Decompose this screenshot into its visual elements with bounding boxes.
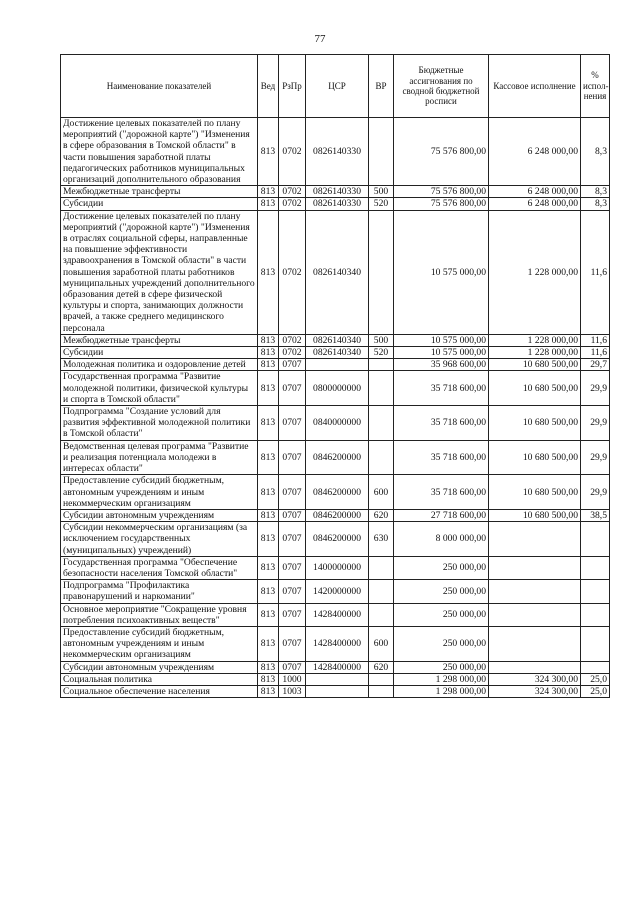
cell-assign: 250 000,00 [394,626,489,661]
cell-ved: 813 [258,371,279,406]
cell-vr: 500 [369,186,394,198]
cell-ved: 813 [258,509,279,521]
table-row [61,210,610,334]
table-row [61,347,610,359]
cell-assign: 35 718 600,00 [394,406,489,441]
cell-assign: 35 968 600,00 [394,359,489,371]
cell-cash: 324 300,00 [489,685,581,697]
cell-cash: 10 680 500,00 [489,406,581,441]
cell-csr: 1428400000 [306,603,369,626]
cell-csr: 1400000000 [306,556,369,579]
cell-cash: 10 680 500,00 [489,440,581,475]
cell-cash: 6 248 000,00 [489,186,581,198]
cell-pct: 38,5 [581,509,610,521]
cell-pct: 11,6 [581,210,610,334]
cell-cash [489,580,581,603]
table-header-row [61,55,610,118]
header-rzpr: РзПр [279,55,306,118]
cell-cash: 10 680 500,00 [489,509,581,521]
cell-cash: 6 248 000,00 [489,118,581,186]
cell-assign: 1 298 000,00 [394,685,489,697]
cell-ved: 813 [258,347,279,359]
cell-rzpr: 1000 [279,673,306,685]
cell-assign: 75 576 800,00 [394,118,489,186]
cell-name: Субсидии автономным учреждениям [61,661,258,673]
cell-cash [489,522,581,557]
cell-name: Субсидии автономным учреждениям [61,509,258,521]
cell-ved: 813 [258,626,279,661]
budget-execution-table [60,54,610,698]
cell-rzpr: 0707 [279,359,306,371]
cell-assign: 250 000,00 [394,580,489,603]
table-row [61,475,610,510]
cell-rzpr: 0707 [279,371,306,406]
header-vr: ВР [369,55,394,118]
cell-pct [581,556,610,579]
cell-vr: 600 [369,475,394,510]
cell-cash [489,556,581,579]
cell-name: Подпрограмма "Профилактика правонарушений и наркомании" [61,580,258,603]
cell-name: Достижение целевых показателей по плану мероприятий ("дорожной карте") "Изменения в сфере образования в Томской области" в части повышения заработной платы педагогических работников муниципальных организаций дополнительного образования [61,118,258,186]
page-number: 77 [314,33,326,45]
cell-ved: 813 [258,118,279,186]
cell-rzpr: 0707 [279,626,306,661]
table-row [61,359,610,371]
cell-vr [369,359,394,371]
cell-pct: 8,3 [581,118,610,186]
cell-cash: 6 248 000,00 [489,198,581,210]
cell-csr [306,359,369,371]
cell-vr [369,603,394,626]
table-row [61,603,610,626]
cell-pct: 11,6 [581,347,610,359]
header-assign: Бюджетные ассигнования по сводной бюджетной росписи [394,55,489,118]
cell-vr [369,685,394,697]
table-row [61,440,610,475]
header-pct: % испол-нения [581,55,610,118]
cell-csr: 0800000000 [306,371,369,406]
cell-rzpr: 0702 [279,186,306,198]
cell-ved: 813 [258,186,279,198]
cell-assign: 250 000,00 [394,603,489,626]
table-row [61,186,610,198]
cell-assign: 10 575 000,00 [394,347,489,359]
cell-assign: 1 298 000,00 [394,673,489,685]
cell-cash: 1 228 000,00 [489,210,581,334]
cell-name: Социальная политика [61,673,258,685]
header-cash: Кассовое исполнение [489,55,581,118]
cell-rzpr: 1003 [279,685,306,697]
header-csr: ЦСР [306,55,369,118]
cell-csr: 0846200000 [306,509,369,521]
cell-pct: 25,0 [581,673,610,685]
cell-pct: 29,9 [581,475,610,510]
cell-vr [369,556,394,579]
cell-assign: 10 575 000,00 [394,210,489,334]
cell-ved: 813 [258,580,279,603]
cell-ved: 813 [258,334,279,346]
cell-rzpr: 0707 [279,406,306,441]
cell-csr: 1428400000 [306,626,369,661]
cell-vr [369,580,394,603]
cell-assign: 35 718 600,00 [394,440,489,475]
cell-cash: 10 680 500,00 [489,359,581,371]
cell-vr: 600 [369,626,394,661]
cell-pct: 8,3 [581,186,610,198]
cell-pct: 29,9 [581,440,610,475]
cell-csr: 0826140340 [306,347,369,359]
table-body [61,118,610,698]
table-row [61,661,610,673]
cell-ved: 813 [258,685,279,697]
header-ved: Вед [258,55,279,118]
cell-vr [369,210,394,334]
cell-assign: 10 575 000,00 [394,334,489,346]
cell-name: Основное мероприятие "Сокращение уровня потребления психоактивных веществ" [61,603,258,626]
cell-name: Межбюджетные трансферты [61,334,258,346]
cell-pct [581,661,610,673]
cell-name: Молодежная политика и оздоровление детей [61,359,258,371]
cell-assign: 250 000,00 [394,661,489,673]
table-row [61,406,610,441]
header-name: Наименование показателей [61,55,258,118]
cell-assign: 75 576 800,00 [394,198,489,210]
cell-ved: 813 [258,198,279,210]
cell-ved: 813 [258,210,279,334]
cell-name: Государственная программа "Развитие молодежной политики, физической культуры и спорта в Томской области" [61,371,258,406]
cell-csr: 0826140340 [306,210,369,334]
cell-rzpr: 0707 [279,603,306,626]
cell-pct: 11,6 [581,334,610,346]
cell-csr: 0840000000 [306,406,369,441]
cell-name: Подпрограмма "Создание условий для развития эффективной молодежной политики в Томской области" [61,406,258,441]
cell-pct: 8,3 [581,198,610,210]
cell-cash [489,661,581,673]
cell-name: Межбюджетные трансферты [61,186,258,198]
cell-ved: 813 [258,475,279,510]
table-row [61,198,610,210]
cell-rzpr: 0702 [279,198,306,210]
cell-pct [581,603,610,626]
cell-pct [581,626,610,661]
table-row [61,626,610,661]
cell-csr: 0846200000 [306,440,369,475]
cell-rzpr: 0702 [279,334,306,346]
cell-rzpr: 0702 [279,118,306,186]
cell-pct [581,580,610,603]
cell-rzpr: 0707 [279,509,306,521]
cell-name: Социальное обеспечение населения [61,685,258,697]
cell-ved: 813 [258,603,279,626]
cell-rzpr: 0707 [279,522,306,557]
cell-cash: 324 300,00 [489,673,581,685]
cell-cash [489,603,581,626]
cell-vr: 630 [369,522,394,557]
cell-rzpr: 0707 [279,661,306,673]
cell-csr: 1420000000 [306,580,369,603]
cell-csr: 1428400000 [306,661,369,673]
table-row [61,685,610,697]
cell-cash [489,626,581,661]
cell-csr: 0826140330 [306,198,369,210]
cell-assign: 35 718 600,00 [394,475,489,510]
cell-rzpr: 0702 [279,210,306,334]
cell-ved: 813 [258,673,279,685]
cell-csr [306,673,369,685]
cell-assign: 75 576 800,00 [394,186,489,198]
cell-cash: 10 680 500,00 [489,475,581,510]
cell-vr: 520 [369,198,394,210]
cell-cash: 1 228 000,00 [489,334,581,346]
cell-name: Субсидии [61,347,258,359]
cell-csr: 0826140340 [306,334,369,346]
cell-csr: 0826140330 [306,118,369,186]
cell-pct: 29,9 [581,371,610,406]
cell-csr: 0826140330 [306,186,369,198]
cell-pct: 25,0 [581,685,610,697]
cell-csr: 0846200000 [306,522,369,557]
cell-vr: 620 [369,661,394,673]
cell-name: Субсидии [61,198,258,210]
cell-csr [306,685,369,697]
cell-rzpr: 0707 [279,556,306,579]
cell-ved: 813 [258,406,279,441]
cell-name: Субсидии некоммерческим организациям (за исключением государственных (муниципальных) учреждений) [61,522,258,557]
cell-vr: 500 [369,334,394,346]
cell-assign: 8 000 000,00 [394,522,489,557]
cell-assign: 27 718 600,00 [394,509,489,521]
cell-cash: 1 228 000,00 [489,347,581,359]
cell-name: Предоставление субсидий бюджетным, автономным учреждениям и иным некоммерческим организациям [61,475,258,510]
table-row [61,509,610,521]
cell-ved: 813 [258,556,279,579]
cell-vr [369,440,394,475]
cell-pct: 29,7 [581,359,610,371]
cell-name: Достижение целевых показателей по плану мероприятий ("дорожной карте") "Изменения в отраслях социальной сферы, направленные на повышение эффективности здравоохранения в Томской области" в части повышения заработной платы работников муниципальных учреждений дополнительного образования детей в сфере физической культуры и спорта, занимающих должности врачей, а также среднего медицинского персонала [61,210,258,334]
cell-ved: 813 [258,522,279,557]
cell-vr [369,406,394,441]
cell-ved: 813 [258,661,279,673]
table-row [61,556,610,579]
cell-rzpr: 0707 [279,440,306,475]
cell-ved: 813 [258,359,279,371]
cell-vr: 520 [369,347,394,359]
cell-pct [581,522,610,557]
table-row [61,522,610,557]
cell-pct: 29,9 [581,406,610,441]
cell-vr [369,118,394,186]
cell-rzpr: 0702 [279,347,306,359]
table-row [61,371,610,406]
cell-vr: 620 [369,509,394,521]
cell-name: Государственная программа "Обеспечение безопасности населения Томской области" [61,556,258,579]
cell-ved: 813 [258,440,279,475]
cell-assign: 35 718 600,00 [394,371,489,406]
table-row [61,118,610,186]
table-row [61,580,610,603]
cell-rzpr: 0707 [279,580,306,603]
cell-cash: 10 680 500,00 [489,371,581,406]
cell-csr: 0846200000 [306,475,369,510]
cell-vr [369,371,394,406]
cell-rzpr: 0707 [279,475,306,510]
cell-name: Предоставление субсидий бюджетным, автономным учреждениям и иным некоммерческим организациям [61,626,258,661]
cell-vr [369,673,394,685]
cell-name: Ведомственная целевая программа "Развитие и реализация потенциала молодежи в интересах области" [61,440,258,475]
cell-assign: 250 000,00 [394,556,489,579]
table-row [61,334,610,346]
table-row [61,673,610,685]
